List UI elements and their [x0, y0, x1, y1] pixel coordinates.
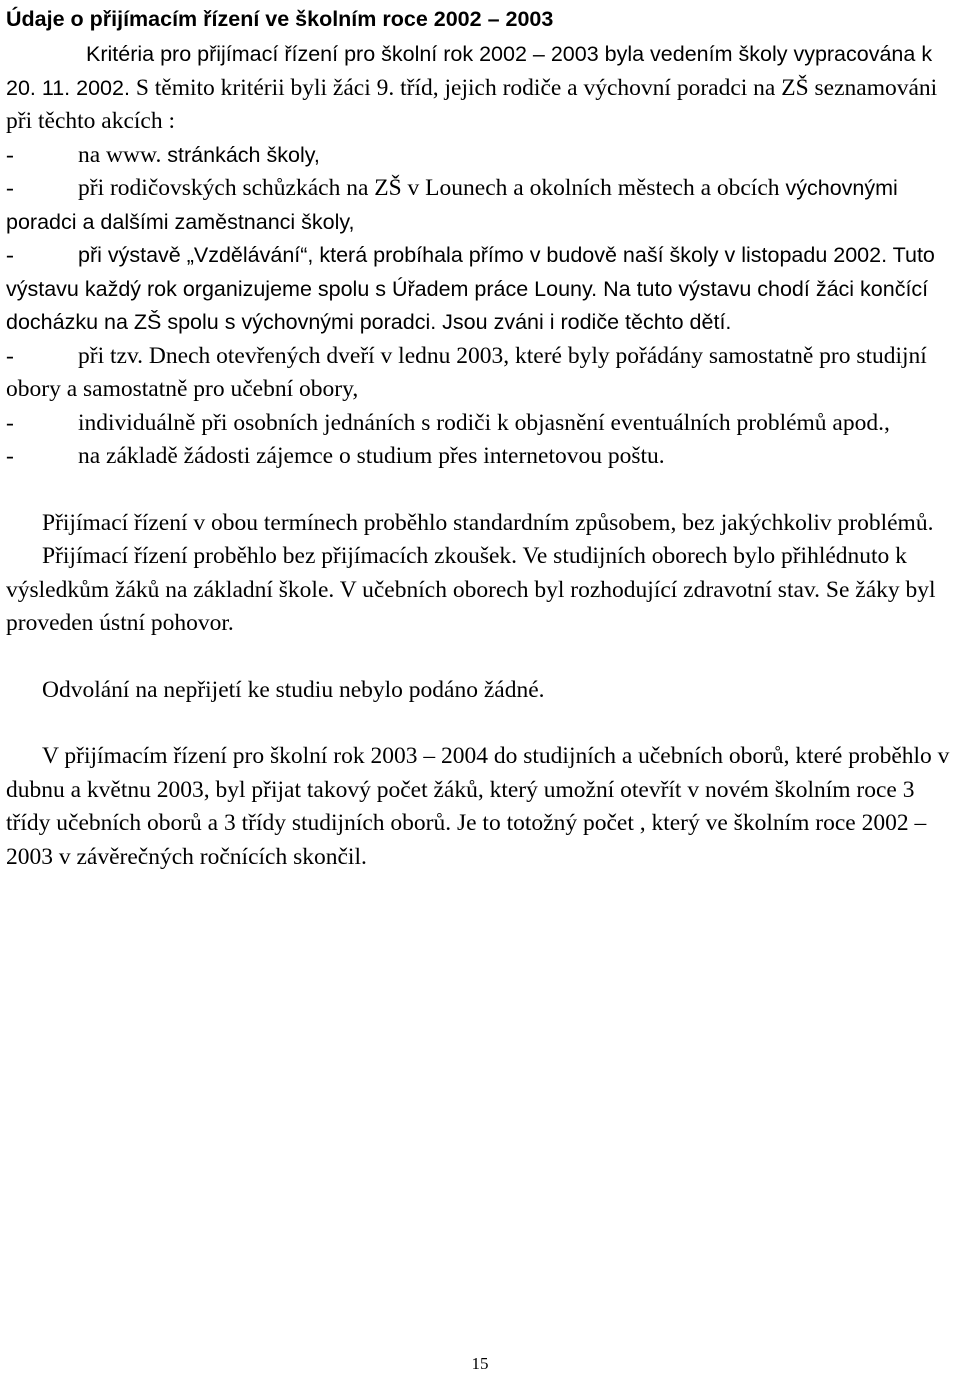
bullet-text: ,	[884, 409, 890, 436]
bullet-dash: -	[6, 443, 14, 469]
page-heading: Údaje o přijímacím řízení ve školním roce 2002 – 2003	[6, 7, 554, 31]
bullet-item-web	[6, 139, 954, 173]
intro-serif-text: S těmito kritérii byli žáci 9. tříd, jejich rodiče a výchovní poradci na ZŠ seznamováni při těchto akcích :	[6, 74, 938, 134]
spacer	[6, 641, 954, 674]
bullet-dash: -	[6, 342, 14, 369]
bullet-lead-text: na základě žádosti zájemce o studium přes internetovou poštu.	[78, 443, 665, 469]
intro-paragraph	[6, 38, 954, 139]
bullet-lead-text: individuálně při osobních jednáních s rodiči k objasnění eventuálních problémů apod.	[78, 409, 884, 436]
intro-sans-text: Kritéria pro přijímací řízení pro školní rok 2002 – 2003 byla vedením školy vypracována k 20. 11. 2002.	[6, 42, 933, 100]
bullet-dash: -	[6, 409, 14, 436]
paragraph-standard-process: Přijímací řízení v obou termínech proběhlo standardním způsobem, bez jakýchkoliv problémů.	[42, 509, 934, 536]
bullet-text: při výstavě „Vzdělávání“, která probíhala přímo v budově naší školy v listopadu 2002. Tuto výstavu každý rok organizujeme spolu s Úřadem práce Louny. Na tuto výstavu chodí žáci končící docházku na ZŠ spolu s výchovnými poradci. Jsou zváni i rodiče těchto dětí.	[6, 243, 935, 334]
bullet-text: výchovnými poradci a dalšími zaměstnanci školy,	[6, 176, 898, 234]
bullet-item-email	[6, 440, 954, 474]
document-page	[6, 0, 954, 874]
bullet-dash: -	[6, 141, 14, 168]
paragraph-admissions-2003: V přijímacím řízení pro školní rok 2003 – 2004 do studijních a učebních oborů, které proběhlo v dubnu a květnu 2003, byl přijat takový počet žáků, který umožní otevřít v novém školním roce 3 třídy učebních oborů a 3 třídy studijních oborů. Je to totožný počet , který ve školním roce 2002 – 2003 v závěrečných ročnících skončil.	[6, 743, 950, 870]
bullet-item-open-days	[6, 340, 954, 407]
page-number: 15	[471, 1354, 489, 1373]
bullet-item-meetings	[6, 172, 954, 239]
bullet-item-exhibition	[6, 239, 954, 340]
bullet-dash: -	[6, 242, 14, 268]
paragraph-appeals: Odvolání na nepřijetí ke studiu nebylo podáno žádné.	[42, 676, 545, 703]
bullet-lead-text: na www.	[78, 141, 162, 168]
bullet-dash: -	[6, 175, 14, 201]
bullet-lead-text: při rodičovských schůzkách na ZŠ v Lounech a okolních městech a obcích	[78, 175, 780, 201]
bullet-text: stránkách školy,	[161, 142, 320, 167]
bullet-lead-text: při tzv.	[78, 342, 144, 369]
spacer	[6, 474, 954, 507]
paragraph-no-exams: Přijímací řízení proběhlo bez přijímacích zkoušek. Ve studijních oborech bylo přihlédnuto k výsledkům žáků na základní škole. V učebních oborech byl rozhodující zdravotní stav. Se žáky byl proveden ústní pohovor.	[6, 543, 936, 636]
spacer	[6, 707, 954, 740]
bullet-item-individual	[6, 407, 954, 441]
bullet-text: Dnech otevřených dveří v lednu 2003, které byly pořádány samostatně pro studijní obory a samostatně pro učební obory,	[6, 342, 927, 402]
